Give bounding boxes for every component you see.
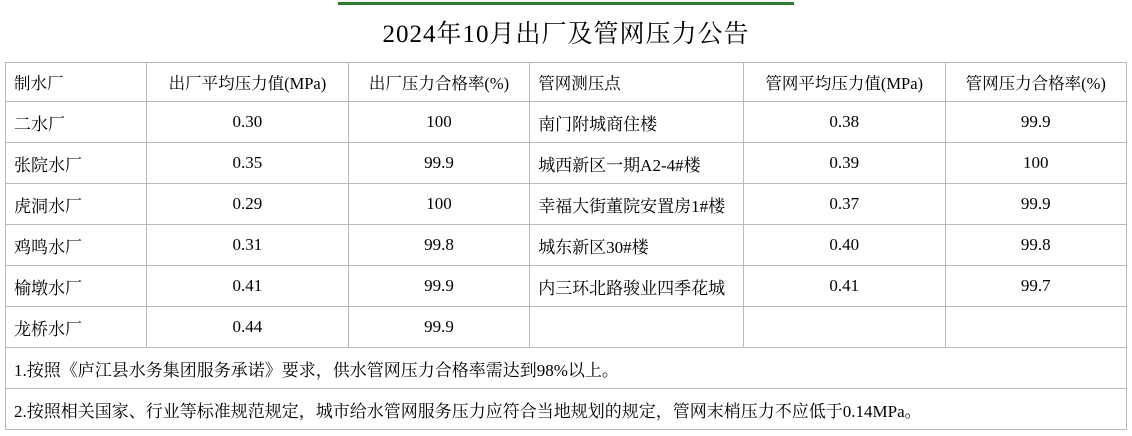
- column-header-network-pass-rate: 管网压力合格率(%): [945, 63, 1127, 102]
- cell-network-pass-rate: [945, 307, 1127, 348]
- column-header-plant-pass-rate: 出厂压力合格率(%): [348, 63, 529, 102]
- column-header-plant-avg-pressure: 出厂平均压力值(MPa): [147, 63, 349, 102]
- cell-plant: 榆墩水厂: [6, 266, 147, 307]
- cell-plant-avg-pressure: 0.41: [147, 266, 349, 307]
- cell-plant-pass-rate: 99.9: [348, 266, 529, 307]
- column-header-network-avg-pressure: 管网平均压力值(MPa): [743, 63, 945, 102]
- cell-plant-pass-rate: 99.8: [348, 225, 529, 266]
- cell-network-pass-rate: 99.9: [945, 184, 1127, 225]
- table-body: [6, 102, 1127, 430]
- table-row: [6, 225, 1127, 266]
- table-row: [6, 143, 1127, 184]
- title-bar: [0, 0, 1132, 62]
- note-standard-regulation: 2.按照相关国家、行业等标准规范规定，城市给水管网服务压力应符合当地规划的规定，管网末梢压力不应低于0.14MPa。: [6, 389, 1127, 430]
- cell-network-avg-pressure: [743, 307, 945, 348]
- cell-network-pass-rate: 99.9: [945, 102, 1127, 143]
- cell-network-avg-pressure: 0.37: [743, 184, 945, 225]
- cell-network-pass-rate: 100: [945, 143, 1127, 184]
- cell-network-pass-rate: 99.7: [945, 266, 1127, 307]
- cell-network-avg-pressure: 0.39: [743, 143, 945, 184]
- cell-plant-avg-pressure: 0.44: [147, 307, 349, 348]
- cell-plant-pass-rate: 100: [348, 102, 529, 143]
- cell-network-avg-pressure: 0.41: [743, 266, 945, 307]
- cell-plant-pass-rate: 99.9: [348, 143, 529, 184]
- note-service-commitment: 1.按照《庐江县水务集团服务承诺》要求，供水管网压力合格率需达到98%以上。: [6, 348, 1127, 389]
- cell-network-point: 幸福大街董院安置房1#楼: [530, 184, 744, 225]
- table-header-row: [6, 63, 1127, 102]
- cell-plant-avg-pressure: 0.29: [147, 184, 349, 225]
- cell-plant-avg-pressure: 0.35: [147, 143, 349, 184]
- cell-plant: 龙桥水厂: [6, 307, 147, 348]
- table-row: [6, 102, 1127, 143]
- cell-network-point: 城东新区30#楼: [530, 225, 744, 266]
- column-header-plant: 制水厂: [6, 63, 147, 102]
- table-row: [6, 307, 1127, 348]
- cell-plant-pass-rate: 100: [348, 184, 529, 225]
- cell-network-point: 城西新区一期A2-4#楼: [530, 143, 744, 184]
- title-accent-rule: [338, 2, 794, 5]
- page-title: 2024年10月出厂及管网压力公告: [382, 21, 750, 48]
- cell-network-point: [530, 307, 744, 348]
- cell-plant-avg-pressure: 0.30: [147, 102, 349, 143]
- cell-network-pass-rate: 99.8: [945, 225, 1127, 266]
- table-header: [6, 63, 1127, 102]
- cell-network-avg-pressure: 0.38: [743, 102, 945, 143]
- cell-network-avg-pressure: 0.40: [743, 225, 945, 266]
- cell-plant: 张院水厂: [6, 143, 147, 184]
- pressure-table: [5, 62, 1127, 430]
- cell-plant: 虎洞水厂: [6, 184, 147, 225]
- cell-plant: 二水厂: [6, 102, 147, 143]
- cell-plant-pass-rate: 99.9: [348, 307, 529, 348]
- cell-plant-avg-pressure: 0.31: [147, 225, 349, 266]
- column-header-network-point: 管网测压点: [530, 63, 744, 102]
- note-row: [6, 348, 1127, 389]
- table-row: [6, 266, 1127, 307]
- table-row: [6, 184, 1127, 225]
- note-row: [6, 389, 1127, 430]
- cell-network-point: 南门附城商住楼: [530, 102, 744, 143]
- cell-network-point: 内三环北路骏业四季花城: [530, 266, 744, 307]
- cell-plant: 鸡鸣水厂: [6, 225, 147, 266]
